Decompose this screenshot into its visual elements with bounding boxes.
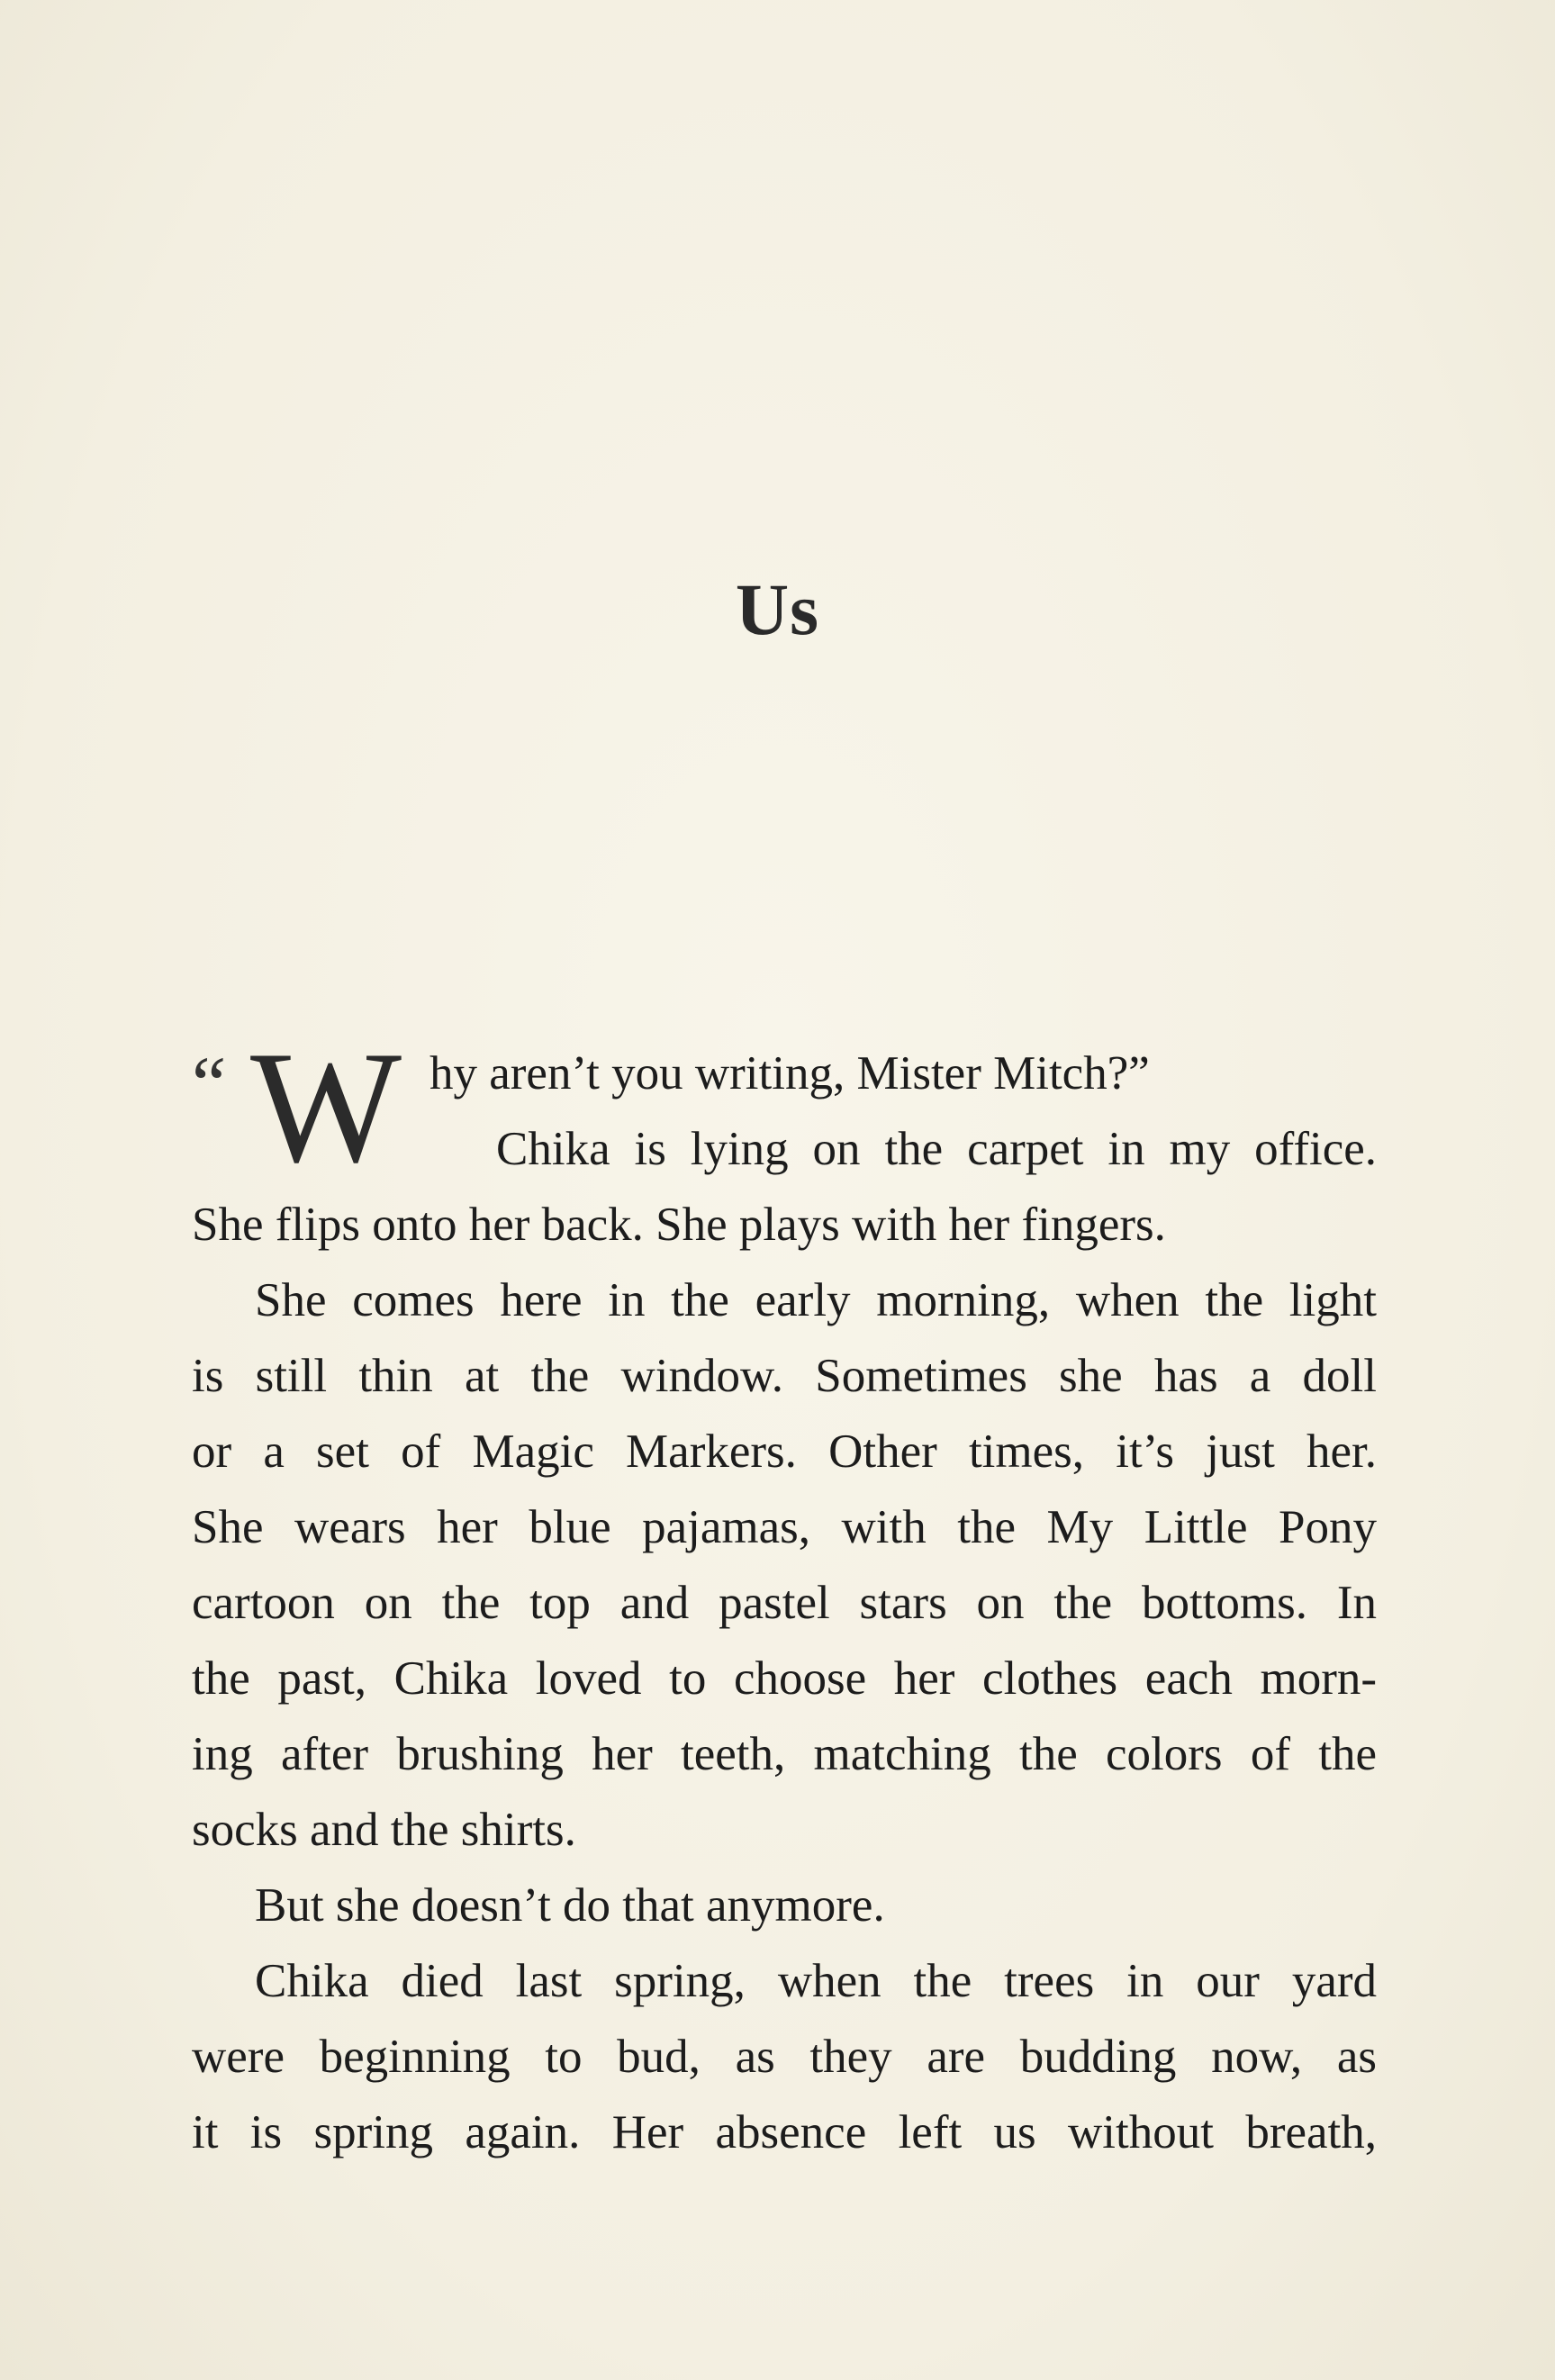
opening-lines bbox=[429, 1036, 1377, 1187]
body-text bbox=[192, 1187, 1377, 2170]
drop-cap-letter: W bbox=[250, 1018, 402, 1196]
text-line-12: were beginning to bud, as they are budding now, as bbox=[192, 2031, 1377, 2083]
opening-line-1: hy aren’t you writing, Mister Mitch?” bbox=[429, 1047, 1150, 1100]
text-line-8: ing after brushing her teeth, matching the colors of the bbox=[192, 1728, 1377, 1780]
chapter-title: Us bbox=[735, 568, 820, 650]
text-line-2: She comes here in the early morning, when the light bbox=[255, 1274, 1377, 1326]
text-line-6: cartoon on the top and pastel stars on the bottoms. In bbox=[192, 1577, 1377, 1629]
opening-quote-mark: “ bbox=[192, 1040, 227, 1127]
text-line-10: But she doesn’t do that anymore. bbox=[255, 1879, 885, 1932]
text-line-5: She wears her blue pajamas, with the My Little Pony bbox=[192, 1501, 1377, 1553]
text-line-9: socks and the shirts. bbox=[192, 1804, 576, 1856]
drop-cap-block bbox=[192, 1018, 453, 1196]
text-line-7: the past, Chika loved to choose her clothes each morn- bbox=[192, 1652, 1377, 1705]
text-line-13: it is spring again. Her absence left us without breath, bbox=[192, 2106, 1377, 2158]
opening-line-2: Chika is lying on the carpet in my office. bbox=[496, 1123, 1377, 1175]
text-line-3: is still thin at the window. Sometimes she has a doll bbox=[192, 1350, 1377, 1402]
text-line-1: She flips onto her back. She plays with her fingers. bbox=[192, 1199, 1166, 1251]
text-line-11: Chika died last spring, when the trees in our yard bbox=[255, 1955, 1377, 2007]
text-line-4: or a set of Magic Markers. Other times, it’s just her. bbox=[192, 1425, 1377, 1478]
